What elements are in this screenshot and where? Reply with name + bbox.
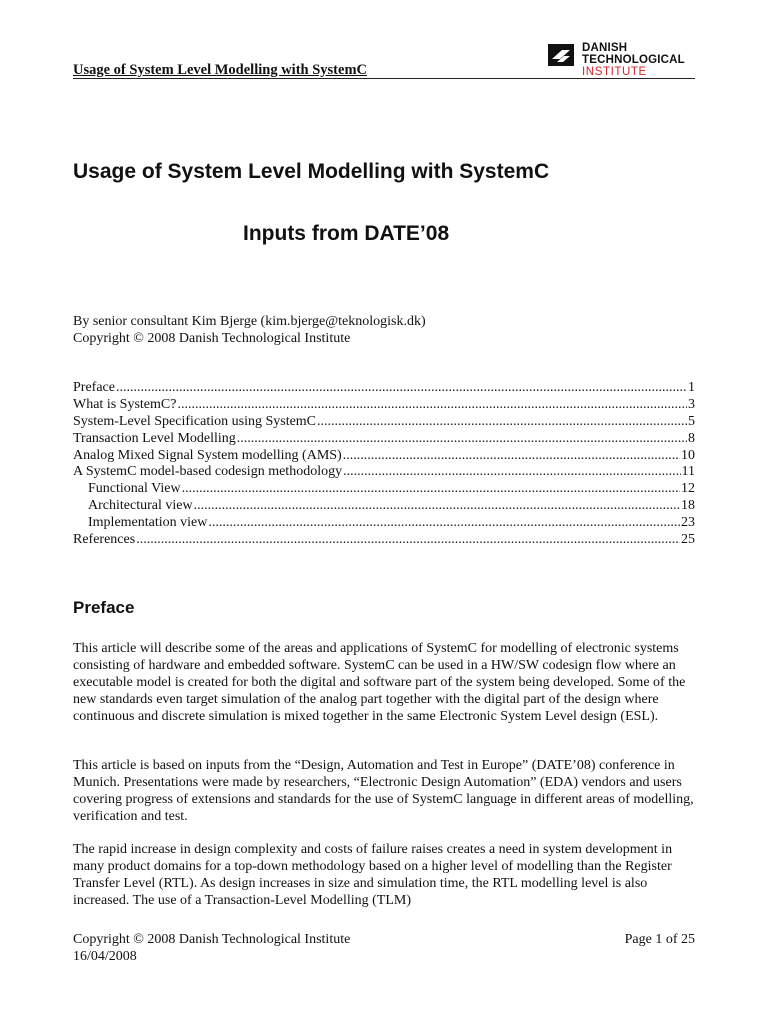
- toc-leader-dots: [116, 380, 687, 397]
- toc-entry-page[interactable]: 3: [688, 396, 695, 412]
- footer-page-number: Page 1 of 25: [624, 932, 695, 947]
- toc-entry-label[interactable]: Transaction Level Modelling: [73, 430, 236, 446]
- footer-copyright: Copyright © 2008 Danish Technological Institute: [73, 932, 351, 947]
- preface-paragraph-2: This article is based on inputs from the “Design, Automation and Test in Europe” (DATE’08) conference in Munich. Presentations were made by researchers, “Electronic Design Automation” (EDA) vendors and users covering progress of extensions and standards for the use of SystemC language in different areas of modelling, verification and test.: [73, 758, 694, 824]
- dti-logo-text: [582, 42, 685, 78]
- toc-leader-dots: [177, 397, 687, 414]
- toc-entry-page[interactable]: 11: [681, 464, 695, 480]
- toc-entry-label[interactable]: Preface: [73, 380, 115, 395]
- logo-line-2: TECHNOLOGICAL: [582, 54, 685, 66]
- toc-entry[interactable]: [73, 431, 695, 448]
- toc-entry[interactable]: [73, 397, 695, 414]
- toc-entry-label[interactable]: Analog Mixed Signal System modelling (AMS): [73, 447, 342, 463]
- toc-entry-label[interactable]: A SystemC model-based codesign methodology: [73, 464, 343, 480]
- preface-heading: Preface: [73, 598, 135, 617]
- document-title: Usage of System Level Modelling with SystemC: [73, 160, 550, 183]
- toc-entry-page[interactable]: 10: [681, 447, 695, 463]
- preface-paragraph-1: This article will describe some of the areas and applications of SystemC for modelling of electronic systems consisting of hardware and embedded software. SystemC can be used in a HW/SW codesign flow where an executable model is created for both the digital and software part of the system being developed. Some of the new standards even target simulation of the analog part together with the digital part of the design where continuous and discrete simulation is mixed together in the same Electronic System Level design (ESL).: [73, 641, 686, 724]
- table-of-contents: [73, 380, 695, 549]
- toc-leader-dots: [194, 498, 680, 515]
- toc-entry-label[interactable]: Implementation view: [88, 515, 208, 531]
- toc-entry-page[interactable]: 5: [688, 413, 695, 429]
- toc-entry[interactable]: [73, 515, 695, 532]
- toc-entry[interactable]: [73, 481, 695, 498]
- toc-entry-page[interactable]: 8: [688, 430, 695, 446]
- logo-line-1: DANISH: [582, 42, 628, 54]
- toc-leader-dots: [237, 431, 687, 448]
- toc-entry[interactable]: [73, 380, 695, 397]
- toc-leader-dots: [317, 414, 687, 431]
- copyright-line: Copyright © 2008 Danish Technological Institute: [73, 331, 351, 346]
- footer-left: [73, 931, 350, 965]
- toc-entry-label[interactable]: References: [73, 532, 136, 548]
- toc-leader-dots: [343, 448, 680, 465]
- author-line: By senior consultant Kim Bjerge (kim.bjerge@teknologisk.dk): [73, 314, 426, 329]
- toc-entry-page[interactable]: 12: [681, 481, 695, 497]
- running-header-title: Usage of System Level Modelling with SystemC: [73, 62, 368, 78]
- toc-entry-label[interactable]: Architectural view: [88, 498, 193, 514]
- toc-entry[interactable]: [73, 414, 695, 431]
- logo-line-3: INSTITUTE: [582, 66, 647, 78]
- toc-entry-page[interactable]: 25: [681, 532, 695, 548]
- author-block: [73, 313, 426, 347]
- toc-entry-label[interactable]: System-Level Specification using SystemC: [73, 413, 317, 429]
- preface-paragraph-3: The rapid increase in design complexity and costs of failure raises creates a need in system development in many product domains for a top-down methodology based on a higher level of modelling than the Register Transfer Level (RTL). As design increases in size and simulation time, the RTL modelling level is also increased. The use of a Transaction-Level Modelling (TLM): [73, 842, 673, 908]
- footer-date: 16/04/2008: [73, 949, 137, 964]
- toc-leader-dots: [343, 464, 680, 481]
- toc-entry[interactable]: [73, 464, 695, 481]
- toc-entry-page[interactable]: 23: [681, 515, 695, 531]
- toc-entry-label[interactable]: What is SystemC?: [73, 396, 177, 412]
- toc-entry-page[interactable]: 1: [688, 380, 695, 395]
- toc-entry-page[interactable]: 18: [681, 498, 695, 514]
- toc-entry[interactable]: [73, 448, 695, 465]
- document-subtitle: Inputs from DATE’08: [243, 222, 450, 245]
- toc-leader-dots: [136, 532, 680, 549]
- header-rule: [73, 78, 695, 79]
- dti-logo-icon: [548, 44, 574, 66]
- toc-entry[interactable]: [73, 498, 695, 515]
- toc-entry-label[interactable]: Functional View: [88, 481, 181, 497]
- dti-logo: [548, 42, 698, 78]
- toc-entry[interactable]: [73, 532, 695, 549]
- toc-leader-dots: [208, 515, 680, 532]
- toc-leader-dots: [182, 481, 680, 498]
